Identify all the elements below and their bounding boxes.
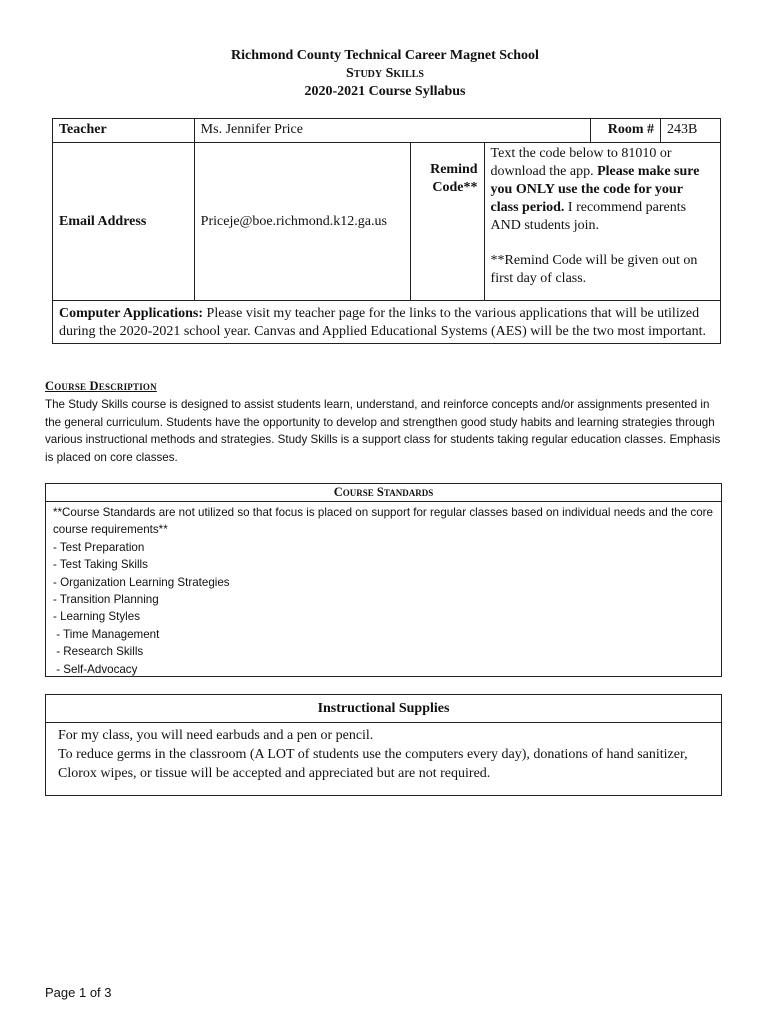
teacher-row (53, 119, 721, 143)
standards-item: - Transition Planning (53, 593, 159, 607)
standards-item: - Research Skills (53, 645, 144, 659)
computer-applications-text: Please visit my teacher page for the links to the various applications that will be utilized during the 2020-2021 school year. Canvas and Applied Educational Systems (AES) will be the two most important. (59, 306, 707, 339)
remind-text-part2: I recommend parents AND students join. (490, 200, 687, 233)
teacher-info-table (52, 118, 721, 344)
computer-applications-row (53, 301, 721, 344)
standards-item: - Learning Styles (53, 610, 140, 624)
computer-applications-cell (53, 301, 721, 344)
course-standards-heading: Course Standards (46, 484, 721, 502)
remind-label (410, 143, 484, 301)
supplies-line-1: For my class, you will need earbuds and a pen or pencil. (58, 728, 374, 743)
course-description-body: The Study Skills course is designed to assist students learn, understand, and reinforce concepts and/or assignments presented in the general curriculum. Students have the opportunity to develop and strengthen good study habits and learning strategies through various instructional methods and strategies. Study Skills is a support class for students taking regular education classes. Emphasis is placed on core classes. (45, 398, 721, 464)
remind-label-line2: Code** (432, 180, 478, 195)
standards-item: - Self-Advocacy (53, 662, 138, 676)
standards-item: - Test Preparation (53, 540, 145, 554)
teacher-name: Ms. Jennifer Price (194, 119, 590, 143)
room-label: Room # (591, 119, 661, 143)
instructional-supplies-heading: Instructional Supplies (46, 695, 721, 723)
page-number: Page 1 of 3 (45, 985, 112, 1000)
teacher-label: Teacher (53, 119, 195, 143)
computer-applications-label: Computer Applications: (59, 306, 204, 321)
course-standards-intro: **Course Standards are not utilized so that focus is placed on support for regular classes based on individual needs and the core course requirements** (53, 506, 713, 537)
standards-item: - Test Taking Skills (53, 558, 148, 572)
course-name: Study Skills (346, 66, 424, 81)
remind-text-bold: Please make sure you ONLY use the code for your class period. (490, 164, 700, 215)
email-row (53, 143, 721, 301)
remind-note: **Remind Code will be given out on first day of class. (490, 253, 698, 286)
standards-item: - Organization Learning Strategies (53, 575, 230, 589)
remind-text-part1: Text the code below to 81010 or download the app. (490, 146, 672, 179)
instructional-supplies-box (45, 694, 722, 796)
course-standards-box (45, 483, 722, 677)
document-header (0, 47, 770, 101)
school-name: Richmond County Technical Career Magnet School (231, 48, 539, 63)
course-description-heading: Course Description (45, 379, 157, 393)
remind-label-line1: Remind (430, 162, 478, 177)
remind-text (491, 145, 714, 235)
supplies-line-2: To reduce germs in the classroom (A LOT of students use the computers every day), donations of hand sanitizer, Clorox wipes, or tissue will be accepted and appreciated but are not required. (58, 747, 688, 781)
course-standards-body (46, 502, 721, 680)
room-number: 243B (661, 119, 721, 143)
syllabus-title: 2020-2021 Course Syllabus (304, 84, 466, 99)
email-label: Email Address (53, 143, 195, 301)
standards-item: - Time Management (53, 627, 160, 641)
email-address[interactable]: Priceje@boe.richmond.k12.ga.us (194, 143, 410, 301)
instructional-supplies-body (46, 723, 721, 786)
remind-instructions (484, 143, 720, 301)
